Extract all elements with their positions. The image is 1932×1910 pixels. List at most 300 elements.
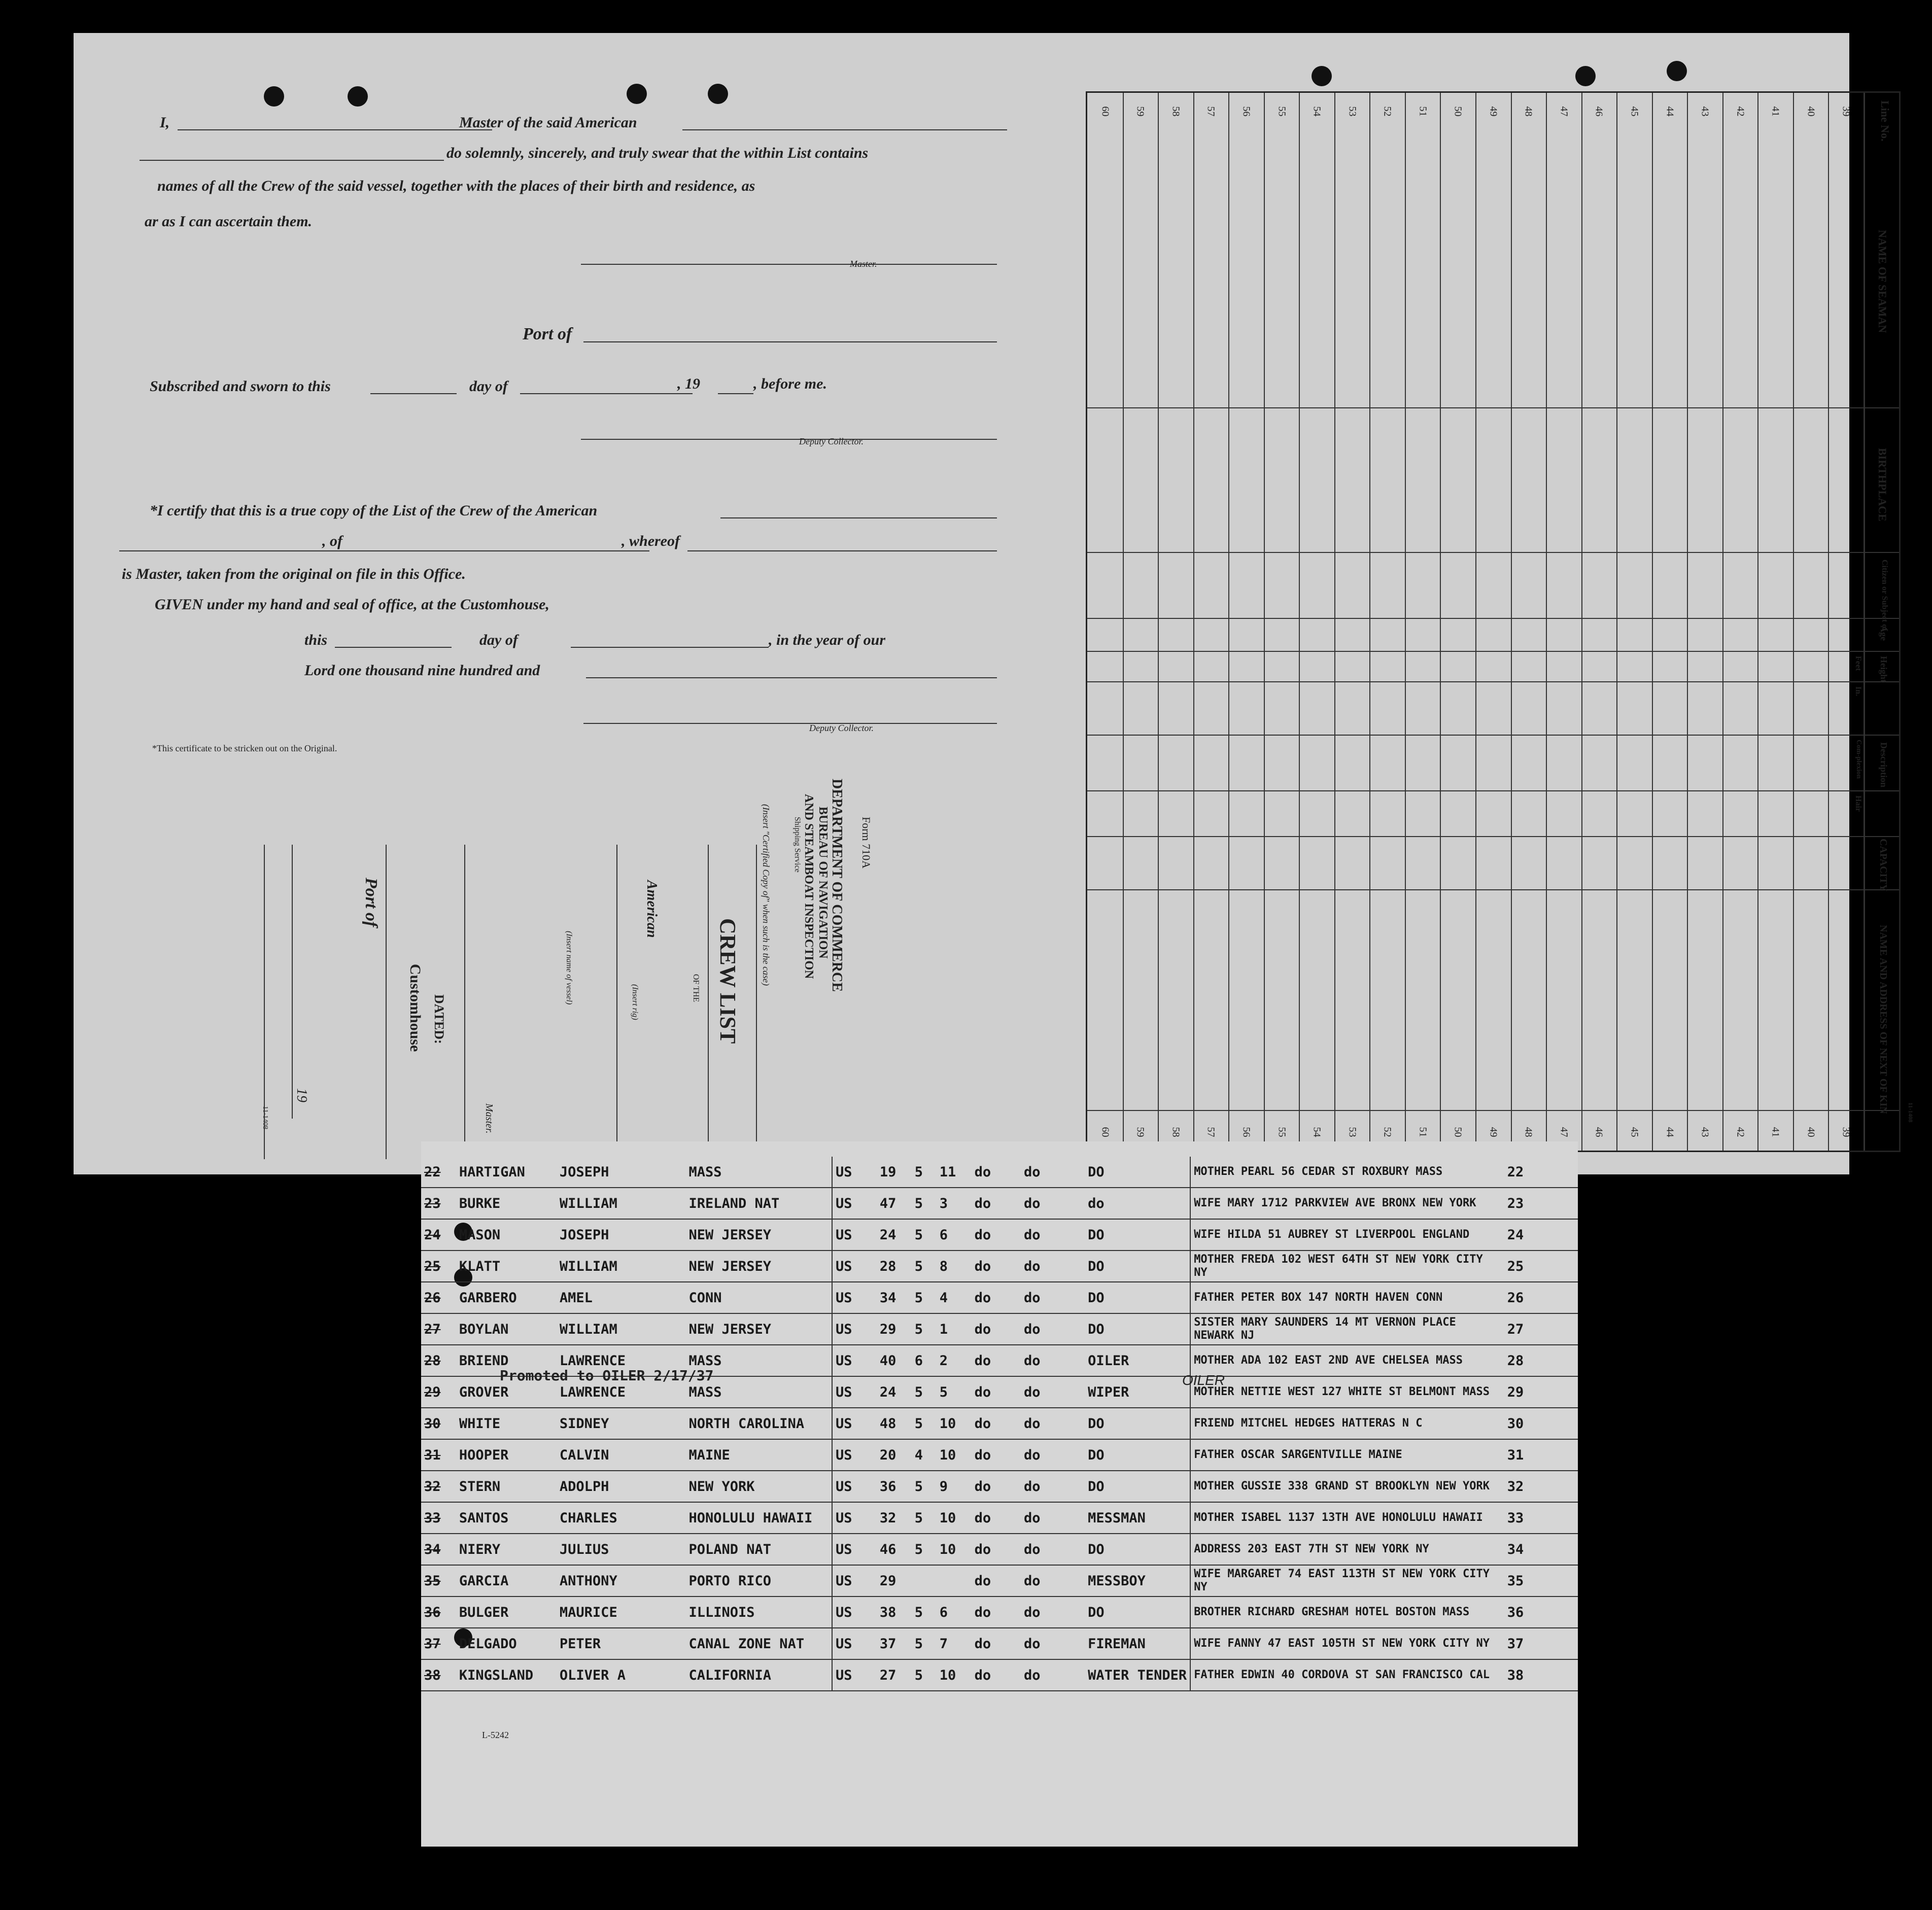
- crew-first-name: PETER: [557, 1628, 686, 1659]
- crew-first-name: WILLIAM: [557, 1188, 686, 1219]
- crew-capacity: do: [1085, 1188, 1190, 1219]
- crew-index: 22: [421, 1157, 456, 1188]
- crew-row: [421, 1628, 1578, 1659]
- crew-line-number: 36: [1504, 1596, 1578, 1628]
- crew-row: [421, 1251, 1578, 1282]
- crew-capacity: WIPER: [1085, 1376, 1190, 1408]
- crew-age: 29: [877, 1313, 912, 1345]
- grid-line-number-top: 56: [1240, 106, 1252, 117]
- certify-line4: GIVEN under my hand and seal of office, at the Customhouse,: [155, 596, 549, 613]
- dated-label: DATED:: [432, 994, 446, 1044]
- crew-feet: 5: [912, 1534, 937, 1565]
- grid-line-number-top: 39: [1840, 106, 1852, 117]
- crew-last-name: HOOPER: [456, 1439, 557, 1471]
- crew-last-name: BRIEND: [456, 1345, 557, 1376]
- crew-row: [421, 1534, 1578, 1565]
- crew-inches: 7: [937, 1628, 972, 1659]
- crew-first-name: MAURICE: [557, 1596, 686, 1628]
- crew-feet: 5: [912, 1188, 937, 1219]
- crew-first-name: CHARLES: [557, 1502, 686, 1534]
- crew-line-number: 35: [1504, 1565, 1578, 1596]
- crew-inches: 6: [937, 1219, 972, 1251]
- grid-line-number-bottom: 39: [1840, 1127, 1852, 1137]
- crew-capacity: DO: [1085, 1157, 1190, 1188]
- crew-birthplace: MAINE: [686, 1439, 832, 1471]
- crew-complexion: do: [972, 1376, 1021, 1408]
- crew-last-name: GARCIA: [456, 1565, 557, 1596]
- crew-age: 29: [877, 1565, 912, 1596]
- grid-line-number-bottom: 49: [1488, 1127, 1499, 1137]
- certify-line6: Lord one thousand nine hundred and: [304, 662, 540, 679]
- crew-age: 37: [877, 1628, 912, 1659]
- grid-column-line: [1616, 93, 1617, 1151]
- crew-complexion: do: [972, 1596, 1021, 1628]
- crew-index: 27: [421, 1313, 456, 1345]
- crew-inches: 10: [937, 1439, 972, 1471]
- crew-complexion: do: [972, 1282, 1021, 1313]
- crew-next-of-kin: MOTHER ISABEL 1137 13TH AVE HONOLULU HAWAII: [1190, 1502, 1504, 1534]
- promoted-note: Promoted to OILER 2/17/37: [500, 1367, 714, 1384]
- crew-complexion: do: [972, 1188, 1021, 1219]
- crew-list-title: CREW LIST: [715, 918, 740, 1044]
- grid-line-number-top: 42: [1735, 106, 1746, 117]
- shipping-service: Shipping Service: [793, 817, 802, 873]
- grid-column-line: [1228, 93, 1229, 1151]
- crew-complexion: do: [972, 1345, 1021, 1376]
- grid-column-line: [1757, 93, 1758, 1151]
- grid-height-header: Height: [1879, 656, 1889, 682]
- grid-line-number-bottom: 58: [1170, 1127, 1182, 1137]
- crew-inches: 2: [937, 1345, 972, 1376]
- crew-row: [421, 1282, 1578, 1313]
- crew-complexion: do: [972, 1219, 1021, 1251]
- crew-row: [421, 1659, 1578, 1691]
- grid-line-number-top: 59: [1134, 106, 1146, 117]
- crew-inches: 4: [937, 1282, 972, 1313]
- crew-age: 34: [877, 1282, 912, 1313]
- crew-index: 24: [421, 1219, 456, 1251]
- crew-hair: do: [1021, 1282, 1085, 1313]
- crew-birthplace: IRELAND NAT: [686, 1188, 832, 1219]
- crew-first-name: AMEL: [557, 1282, 686, 1313]
- crew-hair: do: [1021, 1157, 1085, 1188]
- grid-column-line: [1405, 93, 1406, 1151]
- grid-line-number-top: 45: [1629, 106, 1640, 117]
- grid-line-number-top: 54: [1311, 106, 1323, 117]
- cover-port-of: Port of: [362, 878, 381, 927]
- crew-inches: 3: [937, 1188, 972, 1219]
- crew-citizenship: US: [832, 1251, 877, 1282]
- grid-line-number-top: 57: [1205, 106, 1217, 117]
- grid-column-line: [1546, 93, 1547, 1151]
- upper-sheet: [74, 33, 1914, 1174]
- crew-citizenship: US: [832, 1628, 877, 1659]
- grid-complexion-header: Com-plexion: [1855, 740, 1862, 779]
- crew-hair: do: [1021, 1659, 1085, 1691]
- grid-line-number-top: 55: [1276, 106, 1287, 117]
- crew-birthplace: CANAL ZONE NAT: [686, 1628, 832, 1659]
- crew-inches: 10: [937, 1534, 972, 1565]
- grid-line-number-top: 52: [1382, 106, 1393, 117]
- crew-inches: 10: [937, 1408, 972, 1439]
- crew-line-number: 31: [1504, 1439, 1578, 1471]
- crew-birthplace: MASS: [686, 1345, 832, 1376]
- crew-complexion: do: [972, 1502, 1021, 1534]
- crew-citizenship: US: [832, 1502, 877, 1534]
- certificate-footnote: *This certificate to be stricken out on the Original.: [152, 743, 337, 753]
- crew-complexion: do: [972, 1471, 1021, 1502]
- grid-line-number-bottom: 48: [1523, 1127, 1534, 1137]
- crew-line-number: 38: [1504, 1659, 1578, 1691]
- crew-row: [421, 1219, 1578, 1251]
- crew-next-of-kin: WIFE HILDA 51 AUBREY ST LIVERPOOL ENGLAND: [1190, 1219, 1504, 1251]
- certify-line1: *I certify that this is a true copy of the List of the Crew of the American: [150, 502, 598, 519]
- grid-line-number-bottom: 41: [1770, 1127, 1781, 1137]
- crew-next-of-kin: FATHER EDWIN 40 CORDOVA ST SAN FRANCISCO CAL: [1190, 1659, 1504, 1691]
- crew-next-of-kin: MOTHER NETTIE WEST 127 WHITE ST BELMONT MASS: [1190, 1376, 1504, 1408]
- crew-index: 38: [421, 1659, 456, 1691]
- crew-next-of-kin: SISTER MARY SAUNDERS 14 MT VERNON PLACE NEWARK NJ: [1190, 1313, 1504, 1345]
- crew-age: 48: [877, 1408, 912, 1439]
- crew-last-name: STERN: [456, 1471, 557, 1502]
- crew-capacity: DO: [1085, 1251, 1190, 1282]
- crew-complexion: do: [972, 1628, 1021, 1659]
- certify-line2-a: , of: [322, 533, 342, 549]
- crew-index: 33: [421, 1502, 456, 1534]
- crew-birthplace: ILLINOIS: [686, 1596, 832, 1628]
- crew-hair: do: [1021, 1219, 1085, 1251]
- crew-hair: do: [1021, 1534, 1085, 1565]
- crew-first-name: ANTHONY: [557, 1565, 686, 1596]
- crew-line-number: 23: [1504, 1188, 1578, 1219]
- crew-first-name: OLIVER A: [557, 1659, 686, 1691]
- crew-last-name: DELGADO: [456, 1628, 557, 1659]
- insert-rig-note: (Insert rig): [631, 984, 639, 1020]
- crew-hair: do: [1021, 1502, 1085, 1534]
- crew-next-of-kin: MOTHER FREDA 102 WEST 64TH ST NEW YORK CITY NY: [1190, 1251, 1504, 1282]
- crew-index: 32: [421, 1471, 456, 1502]
- grid-column-line: [1687, 93, 1688, 1151]
- subscribed-c: , 19: [677, 375, 700, 392]
- grid-line-number-bottom: 56: [1240, 1127, 1252, 1137]
- crew-last-name: HARTIGAN: [456, 1157, 557, 1188]
- grid-in-header: In.: [1854, 686, 1862, 697]
- grid-column-line: [1334, 93, 1335, 1151]
- crew-complexion: do: [972, 1408, 1021, 1439]
- crew-index: 29: [421, 1376, 456, 1408]
- subscribed-d: , before me.: [753, 375, 827, 392]
- crew-row: [421, 1565, 1578, 1596]
- grid-line-number-top: 41: [1770, 106, 1781, 117]
- grid-code: 11-1408: [1907, 1102, 1914, 1123]
- crew-inches: 1: [937, 1313, 972, 1345]
- crew-first-name: SIDNEY: [557, 1408, 686, 1439]
- crew-first-name: JOSEPH: [557, 1157, 686, 1188]
- punch-hole: [264, 86, 284, 107]
- crew-line-number: 30: [1504, 1408, 1578, 1439]
- crew-feet: 5: [912, 1408, 937, 1439]
- grid-line-number-bottom: 44: [1664, 1127, 1675, 1137]
- crew-age: 32: [877, 1502, 912, 1534]
- cover-code: 11-1408: [261, 1106, 269, 1130]
- crew-citizenship: US: [832, 1345, 877, 1376]
- crew-row: [421, 1313, 1578, 1345]
- grid-line-number-top: 46: [1593, 106, 1605, 117]
- grid-column-line: [1193, 93, 1194, 1151]
- grid-line-number-bottom: 40: [1805, 1127, 1817, 1137]
- crew-capacity: DO: [1085, 1282, 1190, 1313]
- grid-column-line: [1158, 93, 1159, 1151]
- grid-description-header: Description: [1879, 742, 1889, 787]
- crew-birthplace: NEW JERSEY: [686, 1219, 832, 1251]
- certify-line5-b: day of: [479, 632, 518, 648]
- crew-birthplace: NEW JERSEY: [686, 1313, 832, 1345]
- crew-inches: 10: [937, 1659, 972, 1691]
- crew-complexion: do: [972, 1313, 1021, 1345]
- grid-column-line: [1299, 93, 1300, 1151]
- crew-first-name: WILLIAM: [557, 1313, 686, 1345]
- crew-feet: 5: [912, 1282, 937, 1313]
- crew-next-of-kin: MOTHER PEARL 56 CEDAR ST ROXBURY MASS: [1190, 1157, 1504, 1188]
- crew-line-number: 24: [1504, 1219, 1578, 1251]
- certify-line2-b: , whereof: [622, 533, 680, 549]
- insert-vessel-note: (Insert name of vessel): [565, 931, 573, 1005]
- crew-index: 35: [421, 1565, 456, 1596]
- crew-index: 37: [421, 1628, 456, 1659]
- grid-line-number-top: 53: [1347, 106, 1358, 117]
- crew-age: 27: [877, 1659, 912, 1691]
- crew-feet: 5: [912, 1376, 937, 1408]
- crew-capacity: FIREMAN: [1085, 1628, 1190, 1659]
- crew-birthplace: CALIFORNIA: [686, 1659, 832, 1691]
- crew-hair: do: [1021, 1471, 1085, 1502]
- grid-citizen-header: Citizen or Subject of: [1880, 560, 1889, 631]
- crew-feet: 5: [912, 1502, 937, 1534]
- grid-column-line: [1722, 93, 1723, 1151]
- bureau-line-1: BUREAU OF NAVIGATION: [816, 807, 830, 959]
- grid-feet-header: Feet: [1854, 656, 1862, 671]
- crew-last-name: WHITE: [456, 1408, 557, 1439]
- grid-column-line: [1581, 93, 1582, 1151]
- crew-birthplace: NEW JERSEY: [686, 1251, 832, 1282]
- crew-complexion: do: [972, 1439, 1021, 1471]
- of-the-label: OF THE: [692, 974, 700, 1002]
- master-label: Master.: [850, 259, 877, 269]
- crew-complexion: do: [972, 1251, 1021, 1282]
- crew-feet: 6: [912, 1345, 937, 1376]
- blank-crew-grid: [1086, 91, 1914, 1152]
- crew-last-name: SANTOS: [456, 1502, 557, 1534]
- crew-feet: 5: [912, 1157, 937, 1188]
- american-label: American: [644, 880, 660, 938]
- cover-master: Master.: [484, 1103, 495, 1134]
- crew-complexion: do: [972, 1565, 1021, 1596]
- grid-line-number-bottom: 59: [1134, 1127, 1146, 1137]
- crew-hair: do: [1021, 1596, 1085, 1628]
- crew-citizenship: US: [832, 1157, 877, 1188]
- grid-next-of-kin-header: NAME AND ADDRESS OF NEXT OF KIN: [1878, 925, 1889, 1114]
- grid-name-header: NAME OF SEAMAN: [1876, 230, 1889, 333]
- grid-capacity-header: CAPACITY: [1878, 839, 1889, 892]
- grid-line-number-top: 44: [1664, 106, 1675, 117]
- crew-hair: do: [1021, 1565, 1085, 1596]
- grid-column-line: [1828, 93, 1829, 1151]
- crew-last-name: KLATT: [456, 1251, 557, 1282]
- crew-line-number: 27: [1504, 1313, 1578, 1345]
- crew-row: [421, 1596, 1578, 1628]
- crew-inches: [937, 1565, 972, 1596]
- grid-column-line: [1793, 93, 1794, 1151]
- crew-citizenship: US: [832, 1596, 877, 1628]
- crew-age: 36: [877, 1471, 912, 1502]
- grid-column-line: [1369, 93, 1370, 1151]
- crew-last-name: GARBERO: [456, 1282, 557, 1313]
- crew-capacity: OILER: [1085, 1345, 1190, 1376]
- punch-hole: [348, 86, 368, 107]
- crew-feet: 5: [912, 1596, 937, 1628]
- crew-next-of-kin: FATHER PETER BOX 147 NORTH HAVEN CONN: [1190, 1282, 1504, 1313]
- crew-inches: 9: [937, 1471, 972, 1502]
- crew-next-of-kin: BROTHER RICHARD GRESHAM HOTEL BOSTON MASS: [1190, 1596, 1504, 1628]
- crew-line-number: 22: [1504, 1157, 1578, 1188]
- grid-line-number-top: 51: [1417, 106, 1429, 117]
- crew-index: 28: [421, 1345, 456, 1376]
- crew-capacity: WATER TENDER: [1085, 1659, 1190, 1691]
- crew-first-name: CALVIN: [557, 1439, 686, 1471]
- crew-feet: 5: [912, 1251, 937, 1282]
- crew-age: 20: [877, 1439, 912, 1471]
- crew-next-of-kin: WIFE MARGARET 74 EAST 113TH ST NEW YORK CITY NY: [1190, 1565, 1504, 1596]
- crew-last-name: NIERY: [456, 1534, 557, 1565]
- crew-birthplace: CONN: [686, 1282, 832, 1313]
- grid-line-number-top: 43: [1699, 106, 1711, 117]
- crew-next-of-kin: ADDRESS 203 EAST 7TH ST NEW YORK NY: [1190, 1534, 1504, 1565]
- crew-first-name: ADOLPH: [557, 1471, 686, 1502]
- crew-hair: do: [1021, 1345, 1085, 1376]
- crew-hair: do: [1021, 1376, 1085, 1408]
- crew-index: 31: [421, 1439, 456, 1471]
- crew-row: [421, 1188, 1578, 1219]
- crew-hair: do: [1021, 1628, 1085, 1659]
- crew-feet: 5: [912, 1313, 937, 1345]
- crew-capacity: DO: [1085, 1219, 1190, 1251]
- grid-column-line: [1123, 93, 1124, 1151]
- grid-line-number-top: 60: [1099, 106, 1111, 117]
- crew-age: 24: [877, 1219, 912, 1251]
- crew-citizenship: US: [832, 1534, 877, 1565]
- crew-inches: 8: [937, 1251, 972, 1282]
- oath-line3: names of all the Crew of the said vessel, together with the places of their birth and residence, as: [157, 178, 755, 194]
- port-of-label: Port of: [523, 325, 572, 343]
- certify-line5-a: this: [304, 632, 328, 648]
- crew-hair: do: [1021, 1188, 1085, 1219]
- crew-index: 34: [421, 1534, 456, 1565]
- grid-line-number-bottom: 52: [1382, 1127, 1393, 1137]
- grid-line-number-bottom: 55: [1276, 1127, 1287, 1137]
- cover-nineteen: 19: [294, 1088, 309, 1102]
- crew-line-number: 26: [1504, 1282, 1578, 1313]
- crew-capacity: DO: [1085, 1408, 1190, 1439]
- crew-last-name: BOYLAN: [456, 1313, 557, 1345]
- bureau-line-2: AND STEAMBOAT INSPECTION: [802, 794, 815, 979]
- subscribed-a: Subscribed and sworn to this: [150, 378, 331, 395]
- crew-capacity: DO: [1085, 1596, 1190, 1628]
- crew-feet: 5: [912, 1628, 937, 1659]
- crew-birthplace: NORTH CAROLINA: [686, 1408, 832, 1439]
- grid-line-number-top: 50: [1452, 106, 1464, 117]
- crew-birthplace: PORTO RICO: [686, 1565, 832, 1596]
- crew-feet: 5: [912, 1659, 937, 1691]
- crew-citizenship: US: [832, 1313, 877, 1345]
- crew-first-name: WILLIAM: [557, 1251, 686, 1282]
- crew-complexion: do: [972, 1659, 1021, 1691]
- crew-table: [421, 1157, 1578, 1691]
- grid-line-number-top: 47: [1558, 106, 1570, 117]
- crew-row: [421, 1502, 1578, 1534]
- certify-line3: is Master, taken from the original on file in this Office.: [122, 566, 466, 582]
- grid-line-number-bottom: 45: [1629, 1127, 1640, 1137]
- grid-column-line: [1652, 93, 1653, 1151]
- punch-hole: [708, 84, 728, 104]
- crew-capacity: MESSBOY: [1085, 1565, 1190, 1596]
- crew-inches: 5: [937, 1376, 972, 1408]
- crew-line-number: 32: [1504, 1471, 1578, 1502]
- lower-crew-sheet: [421, 1141, 1578, 1847]
- crew-birthplace: MASS: [686, 1157, 832, 1188]
- crew-birthplace: HONOLULU HAWAII: [686, 1502, 832, 1534]
- crew-line-number: 33: [1504, 1502, 1578, 1534]
- grid-line-number-bottom: 50: [1452, 1127, 1464, 1137]
- crew-next-of-kin: FATHER OSCAR SARGENTVILLE MAINE: [1190, 1439, 1504, 1471]
- grid-birthplace-header: BIRTHPLACE: [1876, 448, 1889, 522]
- punch-hole: [627, 84, 647, 104]
- crew-first-name: LAWRENCE: [557, 1376, 686, 1408]
- grid-column-line: [1511, 93, 1512, 1151]
- crew-citizenship: US: [832, 1188, 877, 1219]
- crew-inches: 6: [937, 1596, 972, 1628]
- crew-last-name: BURKE: [456, 1188, 557, 1219]
- crew-citizenship: US: [832, 1408, 877, 1439]
- crew-birthplace: NEW YORK: [686, 1471, 832, 1502]
- oath-line2: do solemnly, sincerely, and truly swear that the within List contains: [446, 145, 869, 161]
- crew-last-name: MASON: [456, 1219, 557, 1251]
- crew-feet: 5: [912, 1471, 937, 1502]
- crew-feet: [912, 1565, 937, 1596]
- crew-hair: do: [1021, 1439, 1085, 1471]
- crew-index: 30: [421, 1408, 456, 1439]
- grid-line-number-bottom: 54: [1311, 1127, 1323, 1137]
- crew-line-number: 28: [1504, 1345, 1578, 1376]
- crew-hair: do: [1021, 1408, 1085, 1439]
- crew-inches: 11: [937, 1157, 972, 1188]
- crew-capacity: DO: [1085, 1313, 1190, 1345]
- crew-hair: do: [1021, 1251, 1085, 1282]
- crew-next-of-kin: FRIEND MITCHEL HEDGES HATTERAS N C: [1190, 1408, 1504, 1439]
- crew-last-name: GROVER: [456, 1376, 557, 1408]
- crew-first-name: JOSEPH: [557, 1219, 686, 1251]
- punch-hole: [1575, 66, 1596, 86]
- crew-citizenship: US: [832, 1439, 877, 1471]
- oath-line4: ar as I can ascertain them.: [145, 213, 313, 230]
- grid-line-number-bottom: 51: [1417, 1127, 1429, 1137]
- crew-next-of-kin: WIFE MARY 1712 PARKVIEW AVE BRONX NEW YORK: [1190, 1188, 1504, 1219]
- crew-line-number: 29: [1504, 1376, 1578, 1408]
- crew-age: 19: [877, 1157, 912, 1188]
- crew-inches: 10: [937, 1502, 972, 1534]
- crew-line-number: 25: [1504, 1251, 1578, 1282]
- grid-column-line: [1475, 93, 1476, 1151]
- oath-line1-a: I,: [160, 114, 170, 131]
